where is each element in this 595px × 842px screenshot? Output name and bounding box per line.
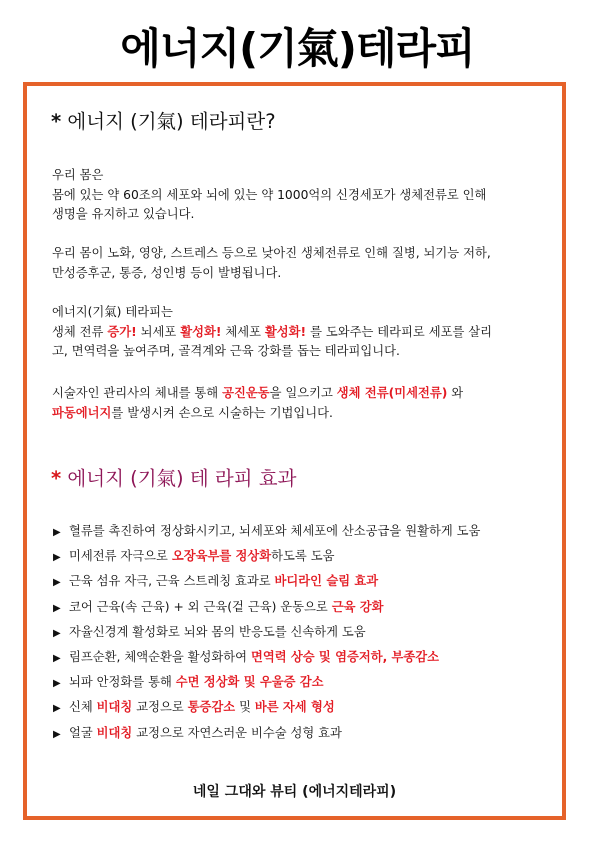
text-span: 근육 섬유 자극, 근육 스트레칭 효과로: [69, 574, 275, 589]
text-line: 생명을 유지하고 있습니다.: [52, 207, 195, 221]
heading-star: *: [51, 110, 62, 133]
text-span: 를 도와주는 테라피로 세포를 살리: [306, 324, 493, 339]
triangle-bullet-icon: ▶: [53, 728, 61, 740]
text-span: 을 일으키고: [269, 386, 337, 400]
footer-shop-name: 네일 그대와 뷰티 (에너지테라피): [192, 784, 397, 800]
highlight-text: 바디라인 슬림 효과: [274, 574, 379, 589]
text-line: 에너지(기氣) 테라피는: [52, 305, 173, 319]
heading-star: *: [51, 467, 62, 490]
text-line: 우리 몸은: [52, 168, 104, 182]
triangle-bullet-icon: ▶: [53, 527, 61, 538]
text-span: 교정으로: [132, 700, 188, 715]
text-span: 와: [447, 386, 464, 400]
triangle-bullet-icon: ▶: [53, 577, 61, 589]
highlight-text: 오장육부를 정상화: [171, 549, 272, 564]
text-line: 몸에 있는 약 60조의 세포와 뇌에 있는 약 1000억의 신경세포가 생체전류로 인해: [52, 187, 487, 202]
text-line: [52, 384, 463, 404]
list-item: [53, 595, 558, 620]
text-line: [52, 323, 492, 343]
content-frame: [23, 82, 566, 820]
section-heading-effects: [51, 463, 296, 491]
text-span: 미세전류 자극으로: [69, 549, 172, 564]
text-span: 하도록 도움: [271, 549, 335, 564]
list-item: [53, 544, 558, 569]
triangle-bullet-icon: ▶: [53, 552, 61, 564]
list-item: [53, 645, 558, 670]
heading-text: 에너지 (기氣) 테 라피 효과: [61, 467, 297, 490]
list-item: [53, 721, 558, 746]
highlight-text: 수면 정상화 및 우울증 감소: [175, 675, 324, 690]
paragraph-cells: [52, 166, 486, 225]
highlight-text: 비대칭: [96, 700, 133, 715]
highlight-text: 비대칭: [96, 725, 133, 740]
text-span: 자율신경계 활성화로 뇌와 몸의 반응도를 신속하게 도움: [69, 624, 366, 639]
effects-list: [53, 519, 558, 746]
heading-text: 에너지 (기氣) 테라피란?: [61, 110, 276, 133]
highlight-text: 근육 강화: [331, 599, 384, 614]
paragraph-causes: [52, 244, 491, 283]
list-item: [53, 620, 558, 645]
text-span: 를 발생시켜 손으로 시술하는 기법입니다.: [111, 405, 333, 420]
highlight-text: 증가!: [107, 324, 137, 339]
text-line: 만성증후군, 통증, 성인병 등이 발병됩니다.: [52, 265, 282, 280]
highlight-text: 활성화!: [264, 324, 307, 339]
list-item: [53, 670, 558, 695]
triangle-bullet-icon: ▶: [53, 678, 61, 690]
text-span: 뇌세포: [136, 324, 181, 339]
highlight-text: 활성화!: [180, 324, 222, 339]
text-span: 교정으로 자연스러운 비수술 성형 효과: [132, 725, 342, 740]
text-span: 코어 근육(속 근육) + 외 근육(겉 근육) 운동으로: [69, 599, 332, 614]
highlight-text: 면역력 상승 및 염증저하, 부종감소: [250, 649, 440, 664]
text-span: 신체: [69, 700, 97, 715]
text-span: 체세포: [221, 324, 265, 339]
list-item: [53, 695, 558, 720]
triangle-bullet-icon: ▶: [53, 627, 61, 639]
highlight-text: 파동에너지: [52, 405, 112, 420]
highlight-text: 생체 전류(미세전류): [336, 386, 448, 400]
list-item: [53, 569, 558, 594]
text-span: 뇌파 안정화를 통해: [69, 675, 176, 690]
text-line: 우리 몸이 노화, 영양, 스트레스 등으로 낮아진 생체전류로 인해 질병, 뇌기능 저하,: [52, 246, 491, 260]
triangle-bullet-icon: ▶: [53, 602, 61, 614]
triangle-bullet-icon: ▶: [53, 652, 61, 664]
highlight-text: 공진운동: [222, 386, 270, 400]
text-span: 혈류를 촉진하여 정상화시키고, 뇌세포와 체세포에 산소공급을 원활하게 도움: [69, 524, 481, 538]
text-line: 고, 면역력을 높여주며, 골격계와 근육 강화를 돕는 테라피입니다.: [52, 344, 400, 358]
text-span: 얼굴: [69, 725, 97, 740]
list-item: [53, 519, 558, 544]
highlight-text: 통증감소: [187, 700, 236, 715]
text-span: 생체 전류: [52, 324, 108, 339]
text-span: 및: [235, 700, 255, 715]
text-span: 림프순환, 체액순환을 활성화하여: [69, 649, 251, 664]
page-title: 에너지(기氣)테라피: [120, 24, 475, 73]
text-span: 시술자인 관리사의 체내를 통해: [52, 386, 223, 400]
highlight-text: 바른 자세 형성: [254, 700, 335, 715]
paragraph-technique: [52, 384, 463, 423]
triangle-bullet-icon: ▶: [53, 703, 61, 715]
text-line: [52, 404, 463, 424]
paragraph-therapy: [52, 303, 492, 362]
section-heading-definition: [51, 106, 276, 134]
